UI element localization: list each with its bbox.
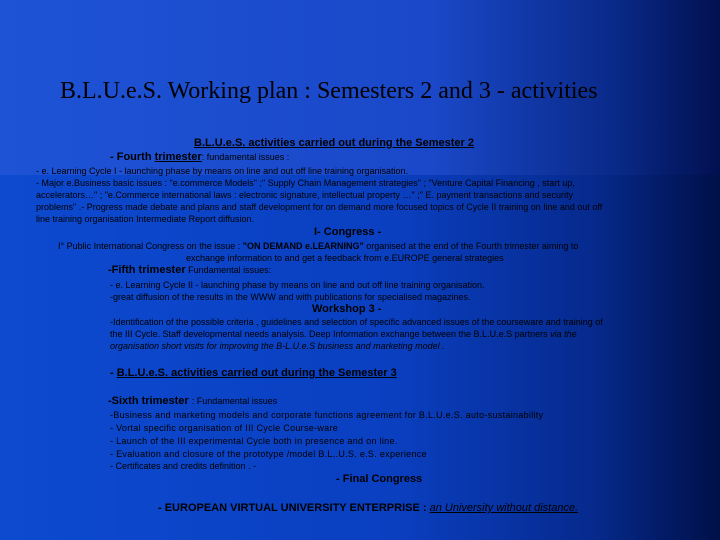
sem3-line-2: - Vortal specific organisation of III Cycle Course-ware <box>110 423 339 433</box>
workshop-line-3: organisation short visits for improving the B-L.U.e.S business and marketing model . <box>110 341 445 351</box>
sem3-prefix: - <box>110 367 117 379</box>
congress-b: "ON DEMAND e.LEARNING" <box>242 241 364 251</box>
sem2-line-5: line training organisation Intermediate Report diffusion. <box>36 214 254 224</box>
sem2-line-1: - e. Learning Cycle I - launching phase by means on line and out off line training organisation. <box>36 166 409 176</box>
sixth-trimester-line <box>108 396 277 407</box>
fifth-head: -Fifth trimester <box>108 264 186 276</box>
congress-line-1 <box>58 241 578 252</box>
sixth-head: -Sixth trimester <box>108 395 192 407</box>
sem3-line-4: - Evaluation and closure of the prototype /model B.L..U.S. e.S. experience <box>110 449 427 459</box>
semester3-heading-line <box>110 368 397 379</box>
sem3-line-1: -Business and marketing models and corporate functions agreement for B.L.U.e.S. auto-sustainability <box>110 410 544 420</box>
workshop-line-2-text: the III Cycle. Staff developmental needs analysis. Deep Information exchange between the B.L.U.e.S partners <box>110 329 548 339</box>
fifth-line-1: - e. Learning Cycle II - launching phase by means on line and out off line training organisation. <box>110 280 485 290</box>
slide-title: B.L.U.e.S. Working plan : Semesters 2 and 3 - activities <box>60 78 598 104</box>
congress-a: Public International Congress on the issue : <box>66 241 243 251</box>
sem2-line-4: problems" .- Progress made debate and plans and staff development for on demand more focused topics of Cycle II training on line and out off <box>36 202 603 212</box>
congress-c: organised at the end of the Fourth trimester aiming to <box>363 241 579 251</box>
sixth-rest: : Fundamental issues <box>191 396 278 406</box>
fifth-rest: Fundamental issues: <box>185 265 272 275</box>
fourth-prefix: - Fourth <box>110 151 155 163</box>
fifth-trimester-line <box>108 265 271 276</box>
semester2-heading: B.L.U.e.S. activities carried out during the Semester 2 <box>194 137 474 149</box>
workshop-heading: Workshop 3 - <box>312 303 382 315</box>
sem3-line-3: - Launch of the III experimental Cycle both in presence and on line. <box>110 436 398 446</box>
footer-a: - EUROPEAN VIRTUAL UNIVERSITY ENTERPRISE : <box>158 502 430 514</box>
congress-heading: I- Congress - <box>314 226 382 238</box>
footer-link[interactable]: an University without distance. <box>429 502 579 514</box>
footer-line <box>158 502 578 515</box>
fifth-line-2: -great diffusion of the results in the WWW and with publications for specialised magazines. <box>110 292 471 302</box>
congress-line-2: exchange information to and get a feedback from e.EUROPE general strategies <box>186 253 504 263</box>
workshop-line-1: -Identification of the possible criteria , guidelines and selection of specific advanced issues of the courseware and training of <box>110 317 603 327</box>
workshop-italic-a: via the <box>547 329 577 339</box>
sem2-line-2: - Major e.Business basic issues : "e.commerce Models" ;" Supply Chain Management strategies" ; "Venture Capital Financing , start up, <box>36 178 575 188</box>
sem2-line-3: accelerators…" ; "e.Commerce international laws : electronic signature, intellectual property …" ;" E. payment transactions and security <box>36 190 574 200</box>
semester3-heading: B.L.U.e.S. activities carried out during the Semester 3 <box>116 367 397 379</box>
fourth-word: trimester <box>154 151 202 163</box>
workshop-line-2 <box>110 329 577 340</box>
fourth-trimester-line <box>110 152 289 163</box>
final-congress: - Final Congress <box>336 473 423 485</box>
fourth-rest: : fundamental issues : <box>201 152 290 162</box>
congress-prefix: I° <box>58 241 67 251</box>
sem3-line-5: - Certificates and credits definition . - <box>110 461 257 471</box>
